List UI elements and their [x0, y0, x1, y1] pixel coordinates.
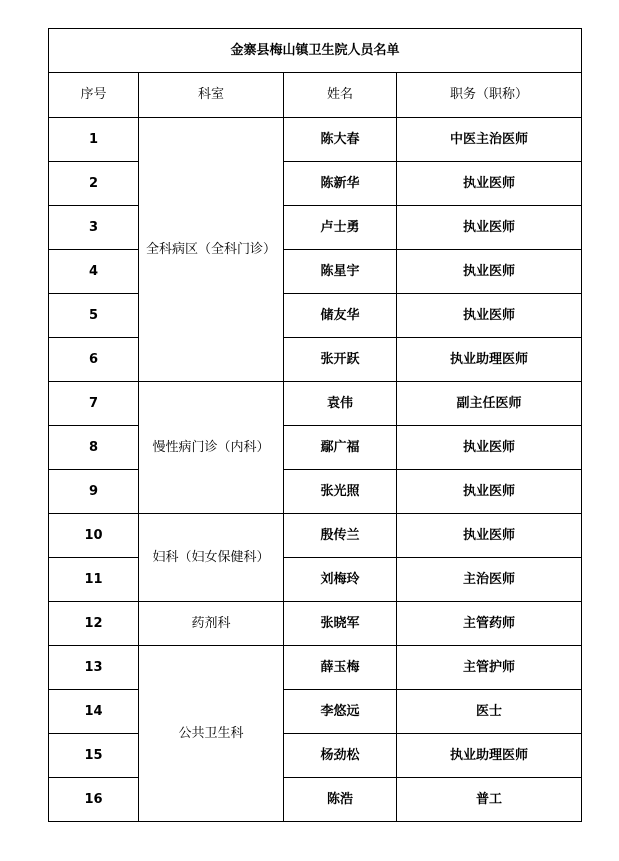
row-index: 3 — [49, 206, 139, 250]
staff-position: 中医主治医师 — [397, 118, 582, 162]
table-row — [49, 690, 582, 734]
staff-name: 张晓军 — [284, 602, 397, 646]
header-position: 职务（职称） — [397, 73, 582, 118]
staff-position: 主管护师 — [397, 646, 582, 690]
row-index: 11 — [49, 558, 139, 602]
row-index: 13 — [49, 646, 139, 690]
staff-name: 鄢广福 — [284, 426, 397, 470]
staff-name: 薛玉梅 — [284, 646, 397, 690]
table-row — [49, 294, 582, 338]
department-cell: 公共卫生科 — [139, 646, 284, 822]
staff-name: 陈大春 — [284, 118, 397, 162]
staff-position: 执业医师 — [397, 162, 582, 206]
row-index: 2 — [49, 162, 139, 206]
staff-name: 殷传兰 — [284, 514, 397, 558]
table-row — [49, 778, 582, 822]
staff-position: 执业医师 — [397, 250, 582, 294]
staff-position: 执业助理医师 — [397, 734, 582, 778]
row-index: 15 — [49, 734, 139, 778]
table-row — [49, 162, 582, 206]
title-row — [49, 29, 582, 73]
table-row — [49, 426, 582, 470]
staff-position: 执业助理医师 — [397, 338, 582, 382]
table-row — [49, 602, 582, 646]
header-department: 科室 — [139, 73, 284, 118]
department-cell: 药剂科 — [139, 602, 284, 646]
staff-position: 副主任医师 — [397, 382, 582, 426]
table-row — [49, 646, 582, 690]
staff-position: 执业医师 — [397, 294, 582, 338]
department-cell: 全科病区（全科门诊） — [139, 118, 284, 382]
staff-position: 执业医师 — [397, 206, 582, 250]
table-row — [49, 250, 582, 294]
staff-position: 普工 — [397, 778, 582, 822]
staff-name: 张开跃 — [284, 338, 397, 382]
staff-position: 主治医师 — [397, 558, 582, 602]
table-row — [49, 514, 582, 558]
staff-name: 陈新华 — [284, 162, 397, 206]
row-index: 10 — [49, 514, 139, 558]
staff-position: 执业医师 — [397, 426, 582, 470]
staff-name: 卢士勇 — [284, 206, 397, 250]
row-index: 4 — [49, 250, 139, 294]
table-row — [49, 382, 582, 426]
row-index: 14 — [49, 690, 139, 734]
staff-roster-table — [48, 28, 582, 822]
table-row — [49, 558, 582, 602]
row-index: 9 — [49, 470, 139, 514]
document-title: 金寨县梅山镇卫生院人员名单 — [49, 29, 582, 73]
department-cell: 慢性病门诊（内科） — [139, 382, 284, 514]
staff-position: 执业医师 — [397, 470, 582, 514]
row-index: 6 — [49, 338, 139, 382]
row-index: 1 — [49, 118, 139, 162]
staff-name: 储友华 — [284, 294, 397, 338]
staff-name: 杨劲松 — [284, 734, 397, 778]
staff-name: 袁伟 — [284, 382, 397, 426]
staff-name: 陈星宇 — [284, 250, 397, 294]
header-row — [49, 73, 582, 118]
row-index: 12 — [49, 602, 139, 646]
staff-name: 张光照 — [284, 470, 397, 514]
header-index: 序号 — [49, 73, 139, 118]
row-index: 8 — [49, 426, 139, 470]
staff-position: 医士 — [397, 690, 582, 734]
table-row — [49, 734, 582, 778]
row-index: 5 — [49, 294, 139, 338]
staff-position: 主管药师 — [397, 602, 582, 646]
staff-name: 刘梅玲 — [284, 558, 397, 602]
staff-position: 执业医师 — [397, 514, 582, 558]
staff-name: 李悠远 — [284, 690, 397, 734]
table-row — [49, 206, 582, 250]
department-cell: 妇科（妇女保健科） — [139, 514, 284, 602]
header-name: 姓名 — [284, 73, 397, 118]
table-row — [49, 118, 582, 162]
table-row — [49, 470, 582, 514]
row-index: 7 — [49, 382, 139, 426]
row-index: 16 — [49, 778, 139, 822]
table-row — [49, 338, 582, 382]
staff-name: 陈浩 — [284, 778, 397, 822]
